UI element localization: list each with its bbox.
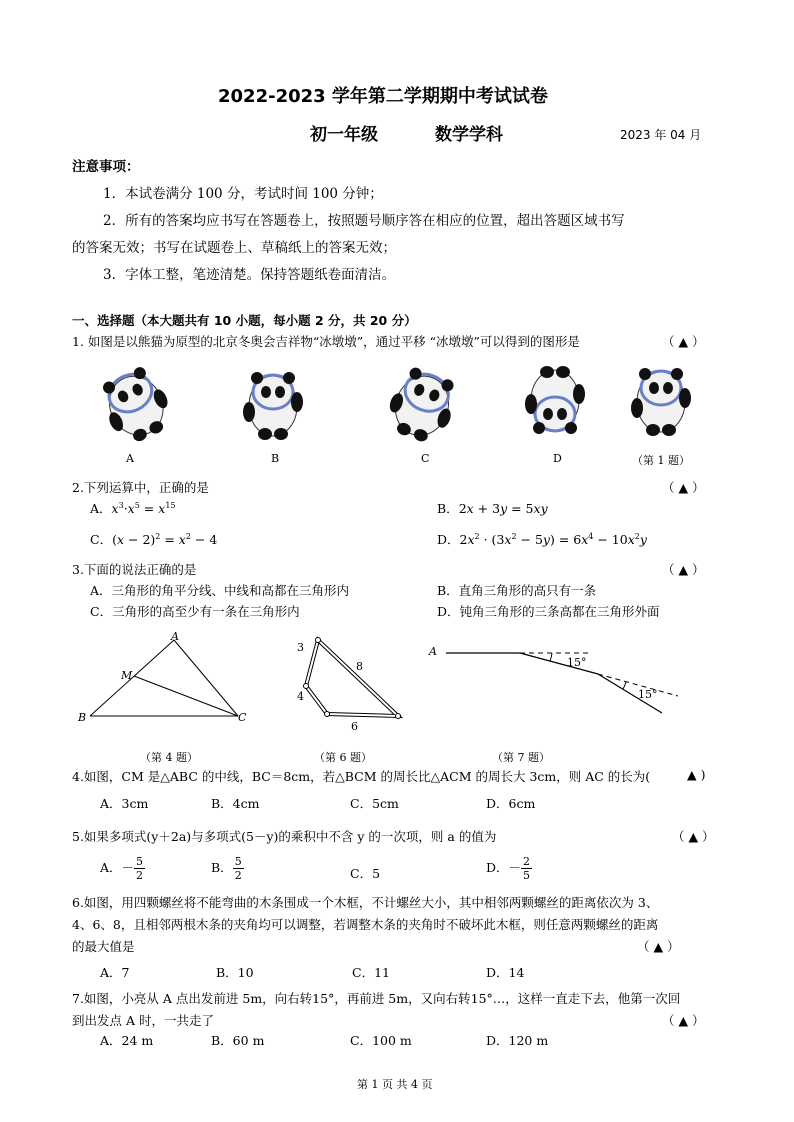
q4-stem: 4.如图，CM 是△ABC 的中线，BC＝8cm，若△BCM 的周长比△ACM 的周长大 3cm，则 AC 的长为( xyxy=(72,769,651,784)
q5-option-b: B． $\frac{5}{2}$ xyxy=(211,855,242,882)
q3-option-d: D．钝角三角形的三条高都在三角形外面 xyxy=(437,604,660,619)
q1-answer-mark: （ ▲ ） xyxy=(662,334,705,349)
fig7-label-a: A xyxy=(429,645,437,658)
notice-item-1: 1．本试卷满分 100 分，考试时间 100 分钟； xyxy=(103,186,383,202)
fig4-label-c: C xyxy=(238,711,247,724)
q7-answer-mark: （ ▲ ） xyxy=(662,1013,705,1028)
q5-option-d: D．－ $\frac{2}{5}$ xyxy=(486,855,531,882)
q2-stem: 2.下列运算中，正确的是 xyxy=(72,480,209,495)
q7-line-1: 7.如图，小亮从 A 点出发前进 5m，向右转15°，再前进 5m，又向右转15°…，这样一直走下去，他第一次回 xyxy=(72,991,681,1006)
fig7-caption: （第 7 题） xyxy=(492,751,550,764)
q6-line-1: 6.如图，用四颗螺丝将不能弯曲的木条围成一个木框，不计螺丝大小，其中相邻两颗螺丝的距离依次为 3、 xyxy=(72,895,659,910)
q1-label-c: C xyxy=(421,452,430,465)
figure-6-frame xyxy=(290,630,410,730)
q4-answer-mark: ▲ ) xyxy=(687,767,706,782)
notice-heading: 注意事项： xyxy=(72,159,140,175)
fig4-caption: （第 4 题） xyxy=(140,751,198,764)
q3-option-c: C．三角形的高至少有一条在三角形内 xyxy=(90,604,300,619)
panda-image-c xyxy=(384,362,462,444)
q1-label-a: A xyxy=(126,452,134,465)
q6-line-2: 4、6、8，且相邻两根木条的夹角均可以调整，若调整木条的夹角时不破坏此木框，则任意两颗螺丝的距离 xyxy=(72,917,659,932)
q4-option-a: A．3cm xyxy=(100,796,149,811)
q4-option-b: B．4cm xyxy=(211,796,260,811)
q6-line-3: 的最大值是 xyxy=(72,939,135,954)
fig6-label-6: 6 xyxy=(351,720,358,733)
figure-7-path xyxy=(440,640,690,720)
notice-item-3: 3．字体工整，笔迹清楚。保持答题纸卷面清洁。 xyxy=(103,267,396,283)
q3-option-b: B．直角三角形的高只有一条 xyxy=(437,583,597,598)
fig7-angle-2: 15° xyxy=(638,688,658,701)
fig6-label-8: 8 xyxy=(356,660,363,673)
q6-answer-mark: （ ▲ ） xyxy=(637,939,680,954)
q1-label-b: B xyxy=(271,452,280,465)
panda-image-b xyxy=(238,362,308,444)
fig4-label-b: B xyxy=(78,711,87,724)
panda-image-a xyxy=(96,362,174,444)
q2-option-d: D．$2x^2 \cdot (3x^2 - 5y) = 6x^4 - 10x^2y$ xyxy=(437,531,647,547)
panda-image-original xyxy=(626,355,696,443)
fig4-label-a: A xyxy=(171,630,179,643)
q7-line-2: 到出发点 A 时，一共走了 xyxy=(72,1013,214,1028)
q5-stem: 5.如果多项式(y＋2a)与多项式(5－y)的乘积中不含 y 的一次项，则 a 的值为 xyxy=(72,829,497,844)
q1-stem: 1. 如图是以熊猫为原型的北京冬奥会吉祥物“冰墩墩”，通过平移 “冰墩墩”可以得到的图形是 xyxy=(72,334,580,349)
q7-option-b: B．60 m xyxy=(211,1033,265,1048)
q4-option-d: D．6cm xyxy=(486,796,536,811)
notice-item-2: 2．所有的答案均应书写在答题卷上，按照题号顺序答在相应的位置，超出答题区域书写 xyxy=(103,213,625,229)
q4-option-c: C．5cm xyxy=(350,796,399,811)
panda-image-d xyxy=(520,362,590,444)
q5-option-a: A．－ $\frac{5}{2}$ xyxy=(100,855,144,882)
grade-label: 初一年级 xyxy=(310,125,378,145)
q7-option-c: C．100 m xyxy=(350,1033,412,1048)
notice-item-2-cont: 的答案无效；书写在试题卷上、草稿纸上的答案无效； xyxy=(72,240,396,256)
section-heading: 一、选择题（本大题共有 10 小题，每小题 2 分，共 20 分） xyxy=(72,313,417,328)
q7-option-a: A．24 m xyxy=(100,1033,154,1048)
q5-answer-mark: （ ▲ ） xyxy=(672,829,715,844)
q6-option-c: C．11 xyxy=(352,965,390,980)
q1-label-d: D xyxy=(553,452,562,465)
q6-option-d: D．14 xyxy=(486,965,525,980)
fig6-label-3: 3 xyxy=(297,641,304,654)
page-footer: 第 1 页 共 4 页 xyxy=(357,1078,433,1091)
q2-option-b: B．2x + 3y = 5xy xyxy=(437,501,548,516)
q2-answer-mark: （ ▲ ） xyxy=(662,480,705,495)
q2-option-a: A．$x^3\cdot x^5 = x^{15}$ xyxy=(90,500,176,516)
exam-date: 2023 年 04 月 xyxy=(620,128,702,142)
subject-label: 数学学科 xyxy=(435,125,503,145)
q2-option-c: C．$(x - 2)^2 = x^2 - 4$ xyxy=(90,531,218,547)
exam-title: 2022-2023 学年第二学期期中考试试卷 xyxy=(218,86,548,107)
fig6-label-4: 4 xyxy=(297,690,304,703)
q1-caption: （第 1 题） xyxy=(632,454,690,467)
q3-answer-mark: （ ▲ ） xyxy=(662,562,705,577)
q6-option-b: B．10 xyxy=(216,965,254,980)
fig7-angle-1: 15° xyxy=(567,656,587,669)
fig4-label-m: M xyxy=(121,669,133,682)
q7-option-d: D．120 m xyxy=(486,1033,549,1048)
figure-4-triangle xyxy=(76,630,256,730)
q3-stem: 3.下面的说法正确的是 xyxy=(72,562,197,577)
q3-option-a: A．三角形的角平分线、中线和高都在三角形内 xyxy=(90,583,350,598)
fig6-caption: （第 6 题） xyxy=(314,751,372,764)
q6-option-a: A．7 xyxy=(100,965,130,980)
q5-option-c: C．5 xyxy=(350,866,381,881)
